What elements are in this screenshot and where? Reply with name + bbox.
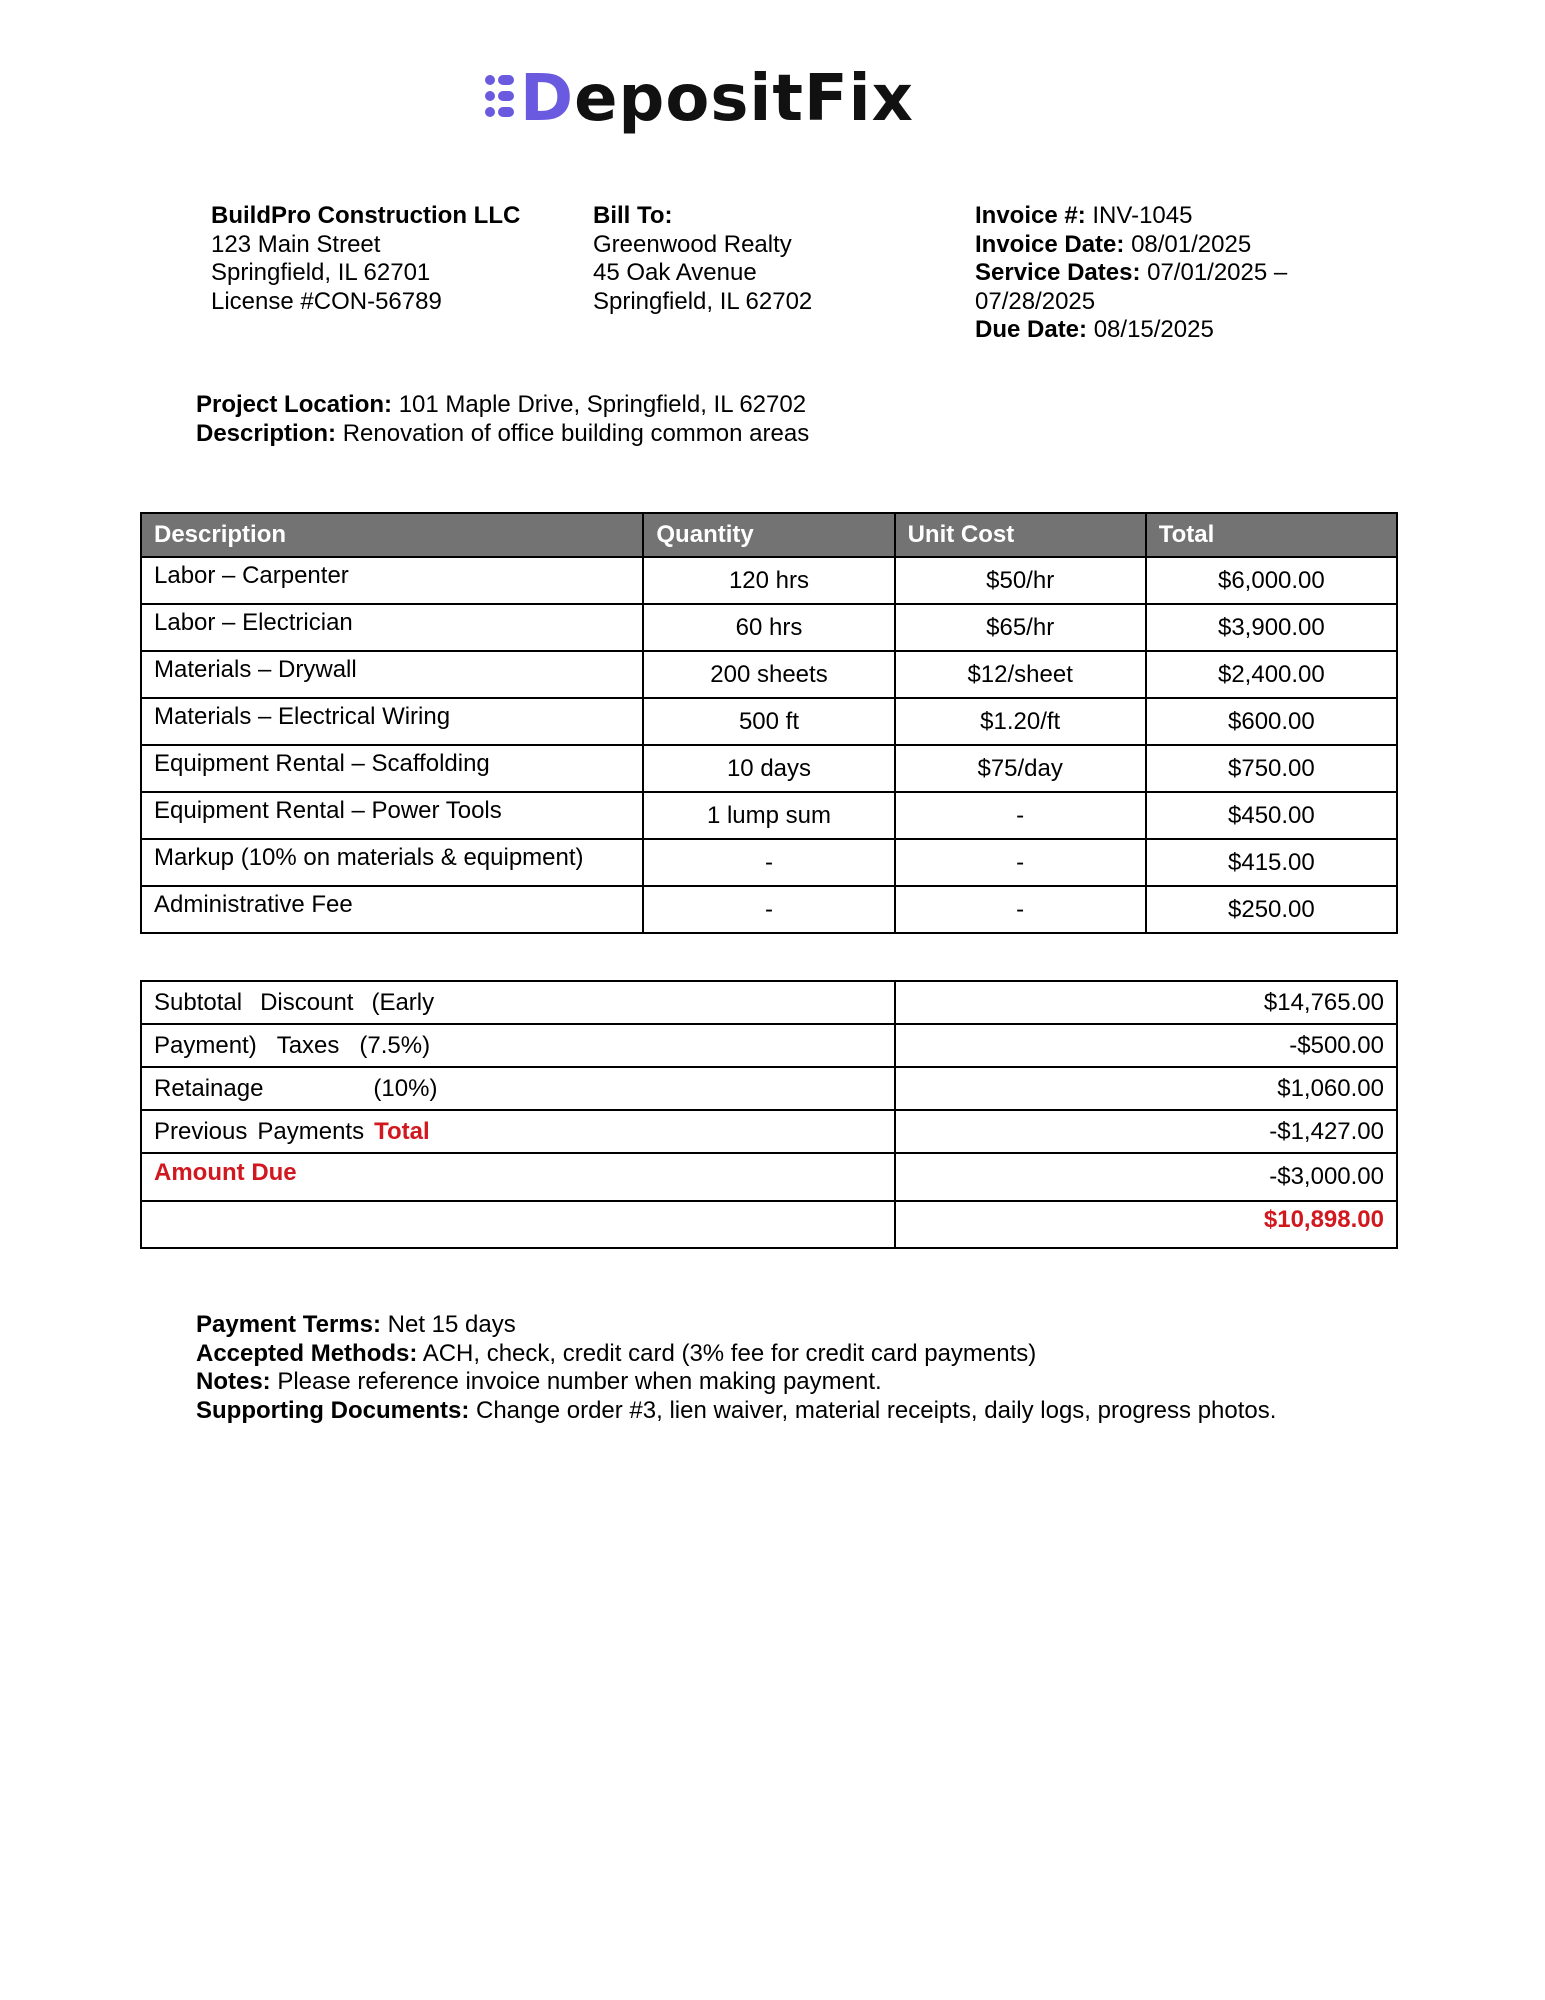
company-street: 123 Main Street xyxy=(211,230,381,258)
summary-value: -$3,000.00 xyxy=(895,1153,1397,1201)
item-unit-cost: - xyxy=(895,792,1146,839)
item-description: Markup (10% on materials & equipment) xyxy=(141,839,643,886)
project-location: 101 Maple Drive, Springfield, IL 62702 xyxy=(398,391,807,418)
summary-row xyxy=(141,1024,1397,1067)
project-description: Renovation of office building common areas xyxy=(342,419,810,447)
payment-terms-label: Payment Terms: xyxy=(196,1311,381,1338)
table-row xyxy=(141,886,1397,933)
invoice-date-label: Invoice Date: xyxy=(975,230,1125,258)
service-dates-line xyxy=(975,259,1335,288)
item-quantity: 200 sheets xyxy=(643,651,894,698)
logo-dots-icon xyxy=(482,68,518,124)
item-description: Labor – Electrician xyxy=(141,604,643,651)
company-city: Springfield, IL 62701 xyxy=(211,259,431,286)
item-quantity: 120 hrs xyxy=(643,557,894,604)
payment-label: Payment) xyxy=(154,1031,257,1059)
project-location-line xyxy=(196,391,809,420)
summary-label xyxy=(141,1067,895,1110)
previous-label: Previous xyxy=(154,1117,248,1145)
supporting-docs-label: Supporting Documents: xyxy=(196,1396,470,1424)
summary-table xyxy=(140,980,1398,1249)
tax-rate-label: (7.5%) xyxy=(359,1031,431,1059)
invoice-number-label: Invoice #: xyxy=(975,202,1086,229)
item-description: Equipment Rental – Scaffolding xyxy=(141,745,643,792)
invoice-number-line xyxy=(975,202,1335,231)
table-row xyxy=(141,557,1397,604)
summary-label xyxy=(141,1110,895,1153)
item-total: $415.00 xyxy=(1146,839,1397,886)
due-date-line xyxy=(975,316,1335,345)
item-description: Materials – Electrical Wiring xyxy=(141,698,643,745)
summary-row xyxy=(141,1201,1397,1248)
retainage-label: Retainage xyxy=(154,1074,264,1102)
summary-label xyxy=(141,1024,895,1067)
amount-due-value: $10,898.00 xyxy=(895,1201,1397,1248)
payment-terms xyxy=(196,1311,1276,1425)
invoice-date: 08/01/2025 xyxy=(1131,230,1252,258)
brand-first-letter: D xyxy=(520,62,575,136)
supporting-docs-line xyxy=(196,1397,1276,1426)
payment-terms-value: Net 15 days xyxy=(387,1311,516,1338)
table-row xyxy=(141,604,1397,651)
table-row xyxy=(141,698,1397,745)
item-quantity: - xyxy=(643,886,894,933)
summary-value: -$1,427.00 xyxy=(895,1110,1397,1153)
item-unit-cost: - xyxy=(895,886,1146,933)
notes-label: Notes: xyxy=(196,1368,271,1395)
due-date-label: Due Date: xyxy=(975,316,1088,343)
item-total: $250.00 xyxy=(1146,886,1397,933)
accepted-methods-label: Accepted Methods: xyxy=(196,1339,418,1367)
item-total: $750.00 xyxy=(1146,745,1397,792)
summary-value: $14,765.00 xyxy=(895,981,1397,1024)
item-total: $3,900.00 xyxy=(1146,604,1397,651)
invoice-meta xyxy=(975,202,1335,345)
early-label: (Early xyxy=(371,988,435,1016)
brand-rest: epositFix xyxy=(574,62,914,136)
client-street: 45 Oak Avenue xyxy=(593,259,757,286)
header-unit-cost: Unit Cost xyxy=(895,513,1146,557)
summary-row xyxy=(141,1067,1397,1110)
due-date: 08/15/2025 xyxy=(1093,316,1214,343)
table-row xyxy=(141,745,1397,792)
company-license: License #CON-56789 xyxy=(211,287,442,315)
summary-value: -$500.00 xyxy=(895,1024,1397,1067)
project-info xyxy=(196,391,809,448)
payments-label: Payments xyxy=(257,1117,365,1145)
item-total: $2,400.00 xyxy=(1146,651,1397,698)
summary-value: $1,060.00 xyxy=(895,1067,1397,1110)
discount-label: Discount xyxy=(260,988,354,1016)
project-description-label: Description: xyxy=(196,419,337,447)
accepted-methods-value: ACH, check, credit card (3% fee for credit card payments) xyxy=(422,1339,1037,1367)
summary-label xyxy=(141,1153,895,1201)
item-quantity: 60 hrs xyxy=(643,604,894,651)
subtotal-label: Subtotal xyxy=(154,988,243,1016)
invoice-number: INV-1045 xyxy=(1092,202,1193,229)
item-unit-cost: $65/hr xyxy=(895,604,1146,651)
service-end: 07/28/2025 xyxy=(975,287,1096,315)
supporting-docs-value: Change order #3, lien waiver, material receipts, daily logs, progress photos. xyxy=(476,1396,1277,1424)
item-unit-cost: $1.20/ft xyxy=(895,698,1146,745)
company-name: BuildPro Construction LLC xyxy=(211,202,521,229)
taxes-label: Taxes xyxy=(276,1031,340,1059)
item-description: Equipment Rental – Power Tools xyxy=(141,792,643,839)
client-city: Springfield, IL 62702 xyxy=(593,287,813,315)
project-description-line xyxy=(196,420,809,449)
table-header-row xyxy=(141,513,1397,557)
brand-logo xyxy=(490,58,914,140)
table-row xyxy=(141,651,1397,698)
service-start: 07/01/2025 – xyxy=(1147,259,1288,286)
item-description: Materials – Drywall xyxy=(141,651,643,698)
summary-row xyxy=(141,1110,1397,1153)
accepted-methods-line xyxy=(196,1340,1276,1369)
total-label: Total xyxy=(374,1117,430,1145)
item-quantity: 500 ft xyxy=(643,698,894,745)
item-description: Labor – Carpenter xyxy=(141,557,643,604)
service-dates-label: Service Dates: xyxy=(975,259,1141,286)
notes-value: Please reference invoice number when making payment. xyxy=(277,1368,882,1395)
invoice-date-line xyxy=(975,231,1335,260)
notes-line xyxy=(196,1368,1276,1397)
summary-label-empty xyxy=(141,1201,895,1248)
item-quantity: - xyxy=(643,839,894,886)
bill-to-label: Bill To: xyxy=(593,202,673,229)
company-address xyxy=(211,202,520,316)
item-total: $600.00 xyxy=(1146,698,1397,745)
item-quantity: 10 days xyxy=(643,745,894,792)
project-location-label: Project Location: xyxy=(196,391,393,418)
brand-name xyxy=(520,58,914,140)
item-description: Administrative Fee xyxy=(141,886,643,933)
item-unit-cost: $50/hr xyxy=(895,557,1146,604)
item-total: $450.00 xyxy=(1146,792,1397,839)
header-quantity: Quantity xyxy=(643,513,894,557)
item-total: $6,000.00 xyxy=(1146,557,1397,604)
item-unit-cost: $75/day xyxy=(895,745,1146,792)
header-description: Description xyxy=(141,513,643,557)
header-total: Total xyxy=(1146,513,1397,557)
summary-row xyxy=(141,1153,1397,1201)
summary-row xyxy=(141,981,1397,1024)
table-row xyxy=(141,792,1397,839)
line-items-table xyxy=(140,512,1398,934)
item-unit-cost: $12/sheet xyxy=(895,651,1146,698)
amount-due-label: Amount Due xyxy=(154,1159,297,1186)
item-unit-cost: - xyxy=(895,839,1146,886)
item-quantity: 1 lump sum xyxy=(643,792,894,839)
bill-to xyxy=(593,202,812,316)
retainage-rate-label: (10%) xyxy=(373,1074,438,1102)
client-name: Greenwood Realty xyxy=(593,230,792,258)
payment-terms-line xyxy=(196,1311,1276,1340)
table-row xyxy=(141,839,1397,886)
summary-label xyxy=(141,981,895,1024)
